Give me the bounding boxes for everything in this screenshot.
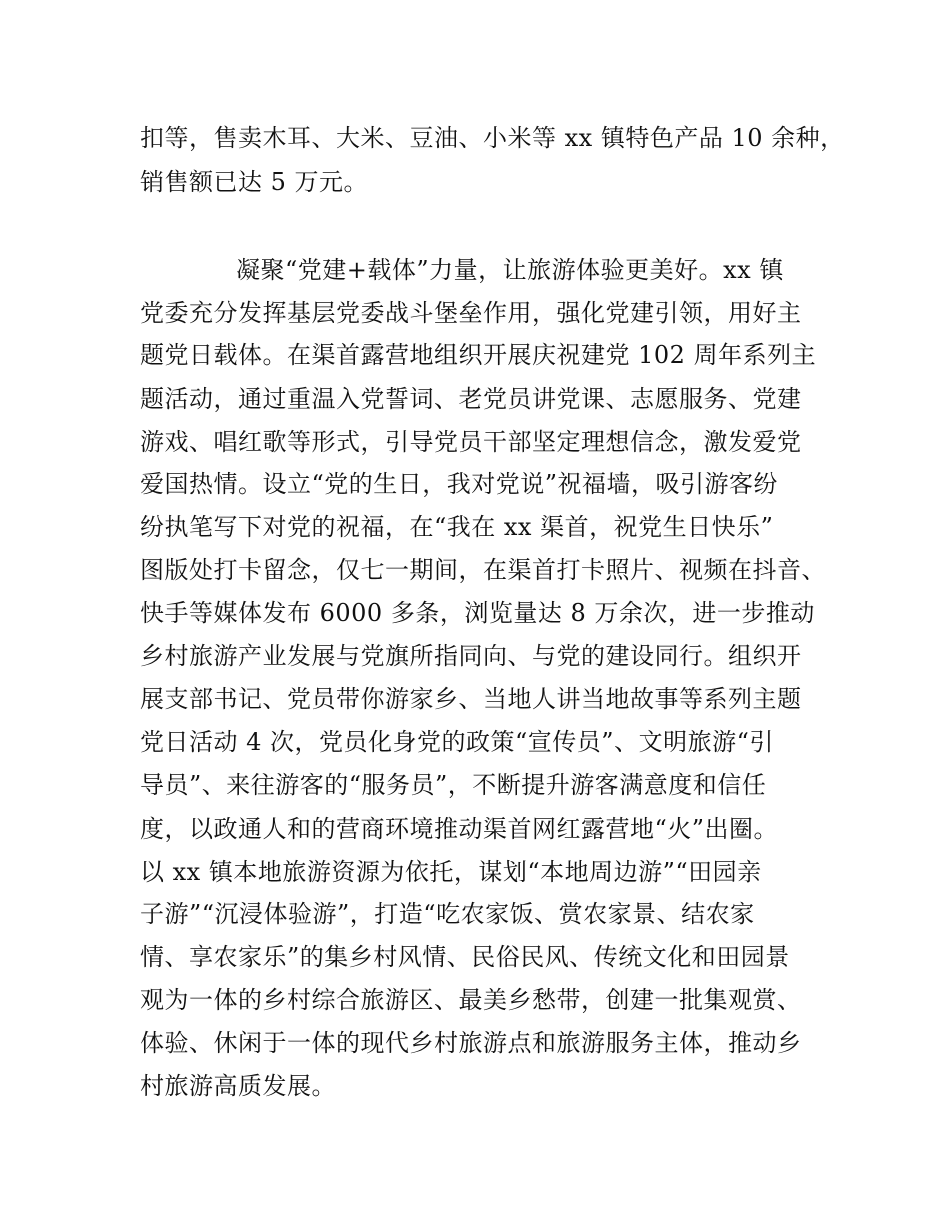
paragraph-2-line: 题党日载体。在渠首露营地组织开展庆祝建党 102 周年系列主 bbox=[140, 341, 817, 369]
paragraph-2-line: 爱国热情。设立“党的生日，我对党说”祝福墙，吸引游客纷 bbox=[140, 470, 779, 498]
paragraph-2-line: 快手等媒体发布 6000 多条，浏览量达 8 万余次，进一步推动 bbox=[140, 599, 815, 627]
paragraph-2-line: 以 xx 镇本地旅游资源为依托，谋划“本地周边游”“田园亲 bbox=[140, 858, 762, 886]
paragraph-2-line: 度，以政通人和的营商环境推动渠首网红露营地“火”出圈。 bbox=[140, 815, 779, 843]
paragraph-2-line: 党委充分发挥基层党委战斗堡垒作用，强化党建引领，用好主 bbox=[140, 299, 802, 327]
paragraph-2-line: 子游”“沉浸体验游”，打造“吃农家饭、赏农家景、结农家 bbox=[140, 900, 755, 928]
paragraph-2-line: 展支部书记、党员带你游家乡、当地人讲当地故事等系列主题 bbox=[140, 685, 802, 713]
paragraph-1-line: 扣等，售卖木耳、大米、豆油、小米等 xx 镇特色产品 10 余种， bbox=[140, 124, 845, 152]
paragraph-2-line: 党日活动 4 次，党员化身党的政策“宣传员”、文明旅游“引 bbox=[140, 728, 774, 756]
paragraph-2-line: 图版处打卡留念，仅七一期间，在渠首打卡照片、视频在抖音、 bbox=[140, 556, 826, 584]
paragraph-2-line: 村旅游高质发展。 bbox=[140, 1072, 336, 1100]
paragraph-2-line: 乡村旅游产业发展与党旗所指同向、与党的建设同行。组织开 bbox=[140, 642, 802, 670]
paragraph-2-first-line: 凝聚“党建+载体”力量，让旅游体验更美好。xx 镇 bbox=[236, 256, 784, 284]
paragraph-2-line: 观为一体的乡村综合旅游区、最美乡愁带，创建一批集观赏、 bbox=[140, 986, 802, 1014]
paragraph-1-line: 销售额已达 5 万元。 bbox=[140, 168, 369, 196]
paragraph-2-line: 情、享农家乐”的集乡村风情、民俗民风、传统文化和田园景 bbox=[140, 943, 790, 971]
paragraph-2-line: 纷执笔写下对党的祝福，在“我在 xx 渠首，祝党生日快乐” bbox=[140, 513, 774, 541]
paragraph-2-line: 导员”、来往游客的“服务员”，不断提升游客满意度和信任 bbox=[140, 771, 767, 799]
paragraph-2-line: 题活动，通过重温入党誓词、老党员讲党课、志愿服务、党建 bbox=[140, 385, 802, 413]
paragraph-2-line: 游戏、唱红歌等形式，引导党员干部坚定理想信念，激发爱党 bbox=[140, 428, 802, 456]
paragraph-2-line: 体验、休闲于一体的现代乡村旅游点和旅游服务主体，推动乡 bbox=[140, 1029, 802, 1057]
